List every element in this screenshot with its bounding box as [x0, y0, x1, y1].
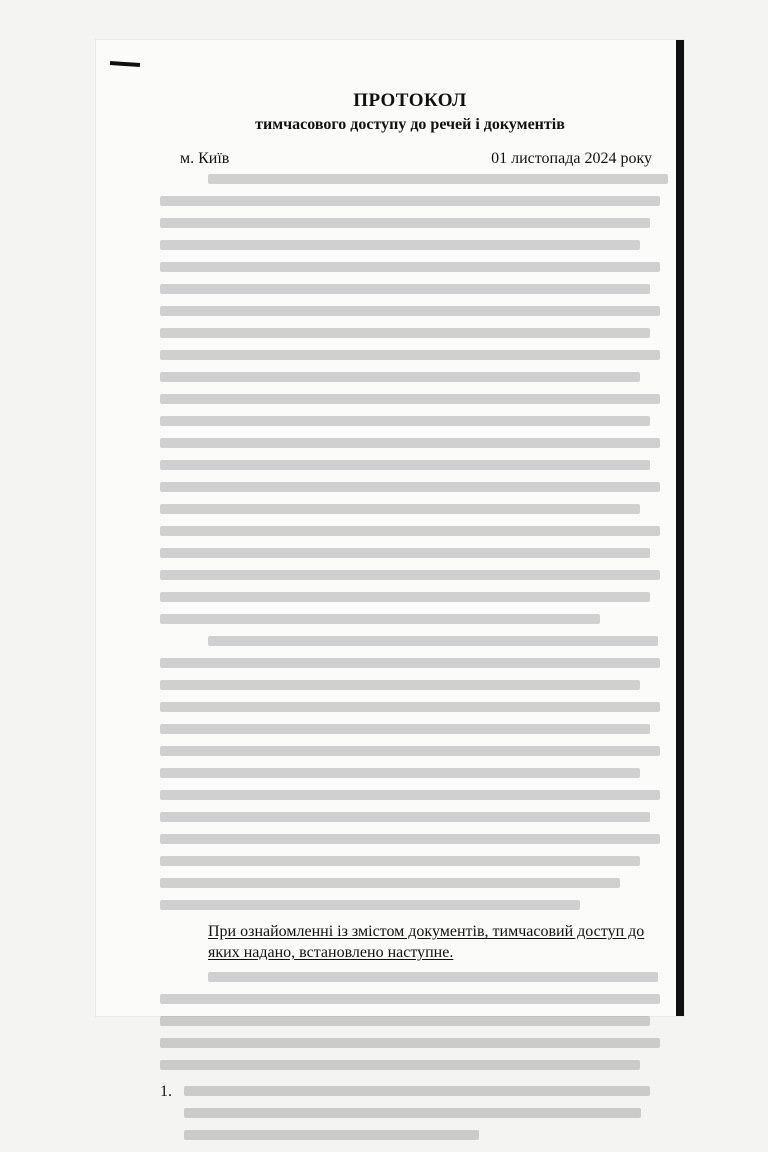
text-line — [208, 174, 668, 184]
text-line — [160, 548, 650, 558]
text-line — [160, 658, 660, 668]
text-line — [160, 1038, 660, 1048]
paragraph-1 — [160, 174, 660, 624]
text-line — [160, 482, 660, 492]
text-line — [160, 900, 580, 910]
text-line — [160, 768, 640, 778]
text-line — [160, 240, 640, 250]
text-line — [160, 994, 660, 1004]
document-subtitle: тимчасового доступу до речей і документів — [255, 116, 565, 133]
text-line — [184, 1130, 479, 1140]
text-line — [160, 328, 650, 338]
text-line — [160, 746, 660, 756]
page-edge — [676, 40, 684, 1016]
text-line — [160, 284, 650, 294]
text-line — [160, 724, 650, 734]
document-place: м. Київ — [180, 150, 230, 167]
list-marker: 1. — [160, 1082, 172, 1100]
text-line — [160, 1060, 640, 1070]
text-line — [160, 1016, 650, 1026]
text-line — [160, 592, 650, 602]
text-line — [160, 394, 660, 404]
document-title: ПРОТОКОЛ — [353, 90, 467, 111]
text-line — [160, 262, 660, 272]
protocol-document — [160, 90, 660, 1152]
text-line — [160, 878, 620, 888]
text-line — [160, 790, 660, 800]
text-line — [160, 702, 660, 712]
text-line — [160, 350, 660, 360]
text-line — [160, 812, 650, 822]
text-line — [160, 372, 640, 382]
underlined-heading: При ознайомленні із змістом документів, тимчасовий доступ до яких надано, встановлено наступне. — [208, 923, 645, 961]
text-line — [208, 972, 658, 982]
text-line — [160, 570, 660, 580]
text-line — [184, 1108, 641, 1118]
text-line — [160, 526, 660, 536]
text-line — [160, 218, 650, 228]
document-date: 01 листопада 2024 року — [491, 150, 652, 167]
text-line — [160, 680, 640, 690]
document-meta — [160, 150, 660, 174]
text-line — [208, 636, 658, 646]
text-line — [184, 1086, 650, 1096]
text-line — [160, 306, 660, 316]
text-line — [160, 416, 650, 426]
paragraph-3 — [160, 972, 660, 1070]
text-line — [160, 438, 660, 448]
paragraph-2 — [160, 636, 660, 910]
text-line — [160, 856, 640, 866]
list-item-1 — [160, 1082, 660, 1140]
text-line — [160, 614, 600, 624]
text-line — [160, 504, 640, 514]
text-line — [160, 834, 660, 844]
text-line — [160, 196, 660, 206]
text-line — [160, 460, 650, 470]
